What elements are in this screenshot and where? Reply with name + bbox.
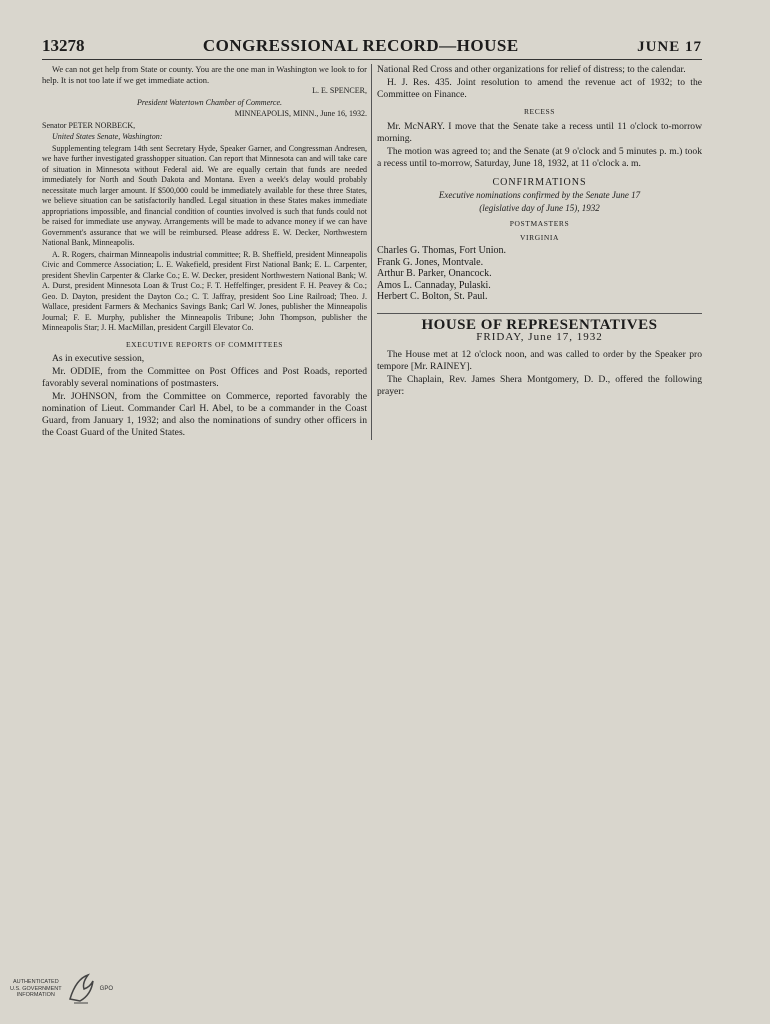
document-page [42,36,702,996]
house-section-date: FRIDAY, June 17, 1932 [476,331,603,343]
page-date: JUNE 17 [637,39,702,55]
gpo-label: GPO [99,986,113,992]
list-item: Charles G. Thomas, Fort Union. [377,245,506,256]
paragraph: Mr. McNARY. I move that the Senate take a recess until 11 o'clock to-morrow morning. [377,120,702,144]
page-header [42,36,702,60]
list-item: Arthur B. Parker, Onancock. [377,268,492,279]
section-heading: RECESS [523,107,556,116]
state-heading: VIRGINIA [520,232,559,242]
addressee-location: United States Senate, Washington: [52,132,163,141]
paragraph: We can not get help from State or county. You are the one man in Washington we look to for help. It is not too late if we get immediate action. [42,64,367,85]
section-heading: EXECUTIVE REPORTS OF COMMITTEES [125,339,284,349]
section-heading: CONFIRMATIONS [492,176,587,188]
authentication-seal [10,964,130,1014]
paragraph: Mr. JOHNSON, from the Committee on Commerce, reported favorably the nomination of Lieut. Commander Carl H. Abel, to be a commander in the Coast Guard, from January 1, 1932; and also the nominations of sundry other officers in the Coast Guard of the United States. [42,391,367,438]
signatories-list: A. R. Rogers, chairman Minneapolis industrial committee; R. B. Sheffield, president Minneapolis Civic and Commerce Association; L. E. Wakefield, president First National Bank; E. L. Carpenter, president Shevlin Carpenter & Clarke Co.; E. W. Decker, president Northwestern National Bank; W. A. Durst, president Minnesota Loan & Trust Co.; F. T. Heffelfinger, president F. H. Peavey & Co.; Geo. D. Dayton, president the Dayton Co.; C. T. Jaffray, president Soo Line Railroad; Theo. J. Wallace, president Farmers & Mechanics Savings Bank; Carl W. Jones, publisher the Minneapolis Journal; F. E. Murphy, publisher the Minneapolis Tribune; John Thompson, publisher the Minneapolis Star; J. H. MacMillan, president Cargill Elevator Co. [42,249,367,332]
eagle-icon [66,969,96,1009]
addressee: Senator PETER NORBECK, [42,120,136,130]
paragraph: The House met at 12 o'clock noon, and was called to order by the Speaker pro tempore [Mr. RAINEY]. [377,348,702,372]
two-column-body [42,64,702,440]
paragraph: Supplementing telegram 14th sent Secretary Hyde, Speaker Garner, and Congressman Andresen, we have further investigated grasshopper situation. Can report that Minnesota can and will take care of situation in Minnesota without Federal aid. We are equally certain that funds are needed immediately for North and South Dakota and Montana. Even a week's delay would probably necessitate much larger amount. If $500,000 could be immediately available for these three States, we believe situation can be satisfactorily handled. Legal situation in these States makes immediate appropriations impossible, and financial condition of counties involved is such that funds could not be raised for immediate use anyway. Arrangements will be made to advance money if we can have Government's assurance that we will be reimbursed. Please address E. W. Decker, Northwestern National Bank, Minneapolis. [42,143,367,247]
paragraph: National Red Cross and other organizations for relief of distress; to the calendar. [377,64,686,75]
paragraph: The motion was agreed to; and the Senate (at 9 o'clock and 5 minutes p. m.) took a recess until to-morrow, Saturday, June 18, 1932, at 11 o'clock a. m. [377,145,702,169]
confirmations-subtitle: Executive nominations confirmed by the Senate June 17 [438,190,641,200]
list-item: Herbert C. Bolton, St. Paul. [377,291,488,302]
paragraph: Mr. ODDIE, from the Committee on Post Offices and Post Roads, reported favorably several nominations of postmasters. [42,366,367,389]
left-column [42,64,372,440]
list-item: Frank G. Jones, Montvale. [377,256,484,268]
seal-text: AUTHENTICATED U.S. GOVERNMENT INFORMATION [10,979,62,999]
subsection-heading: POSTMASTERS [509,219,570,228]
telegram-dateline: MINNEAPOLIS, MINN., June 16, 1932. [234,109,367,118]
signature-title: President Watertown Chamber of Commerce. [136,97,283,107]
publication-title: CONGRESSIONAL RECORD—HOUSE [202,36,519,55]
house-section-title: HOUSE OF REPRESENTATIVES [377,313,702,331]
confirmations-subtitle: (legislative day of June 15), 1932 [479,202,600,213]
signature: L. E. SPENCER, [312,86,367,95]
paragraph: As in executive session, [52,353,145,364]
list-item: Amos L. Cannaday, Pulaski. [377,279,491,291]
paragraph: H. J. Res. 435. Joint resolution to amend the revenue act of 1932; to the Committee on Finance. [377,77,702,100]
paragraph: The Chaplain, Rev. James Shera Montgomery, D. D., offered the following prayer: [377,373,702,397]
page-number: 13278 [42,36,85,55]
right-column [372,64,702,440]
